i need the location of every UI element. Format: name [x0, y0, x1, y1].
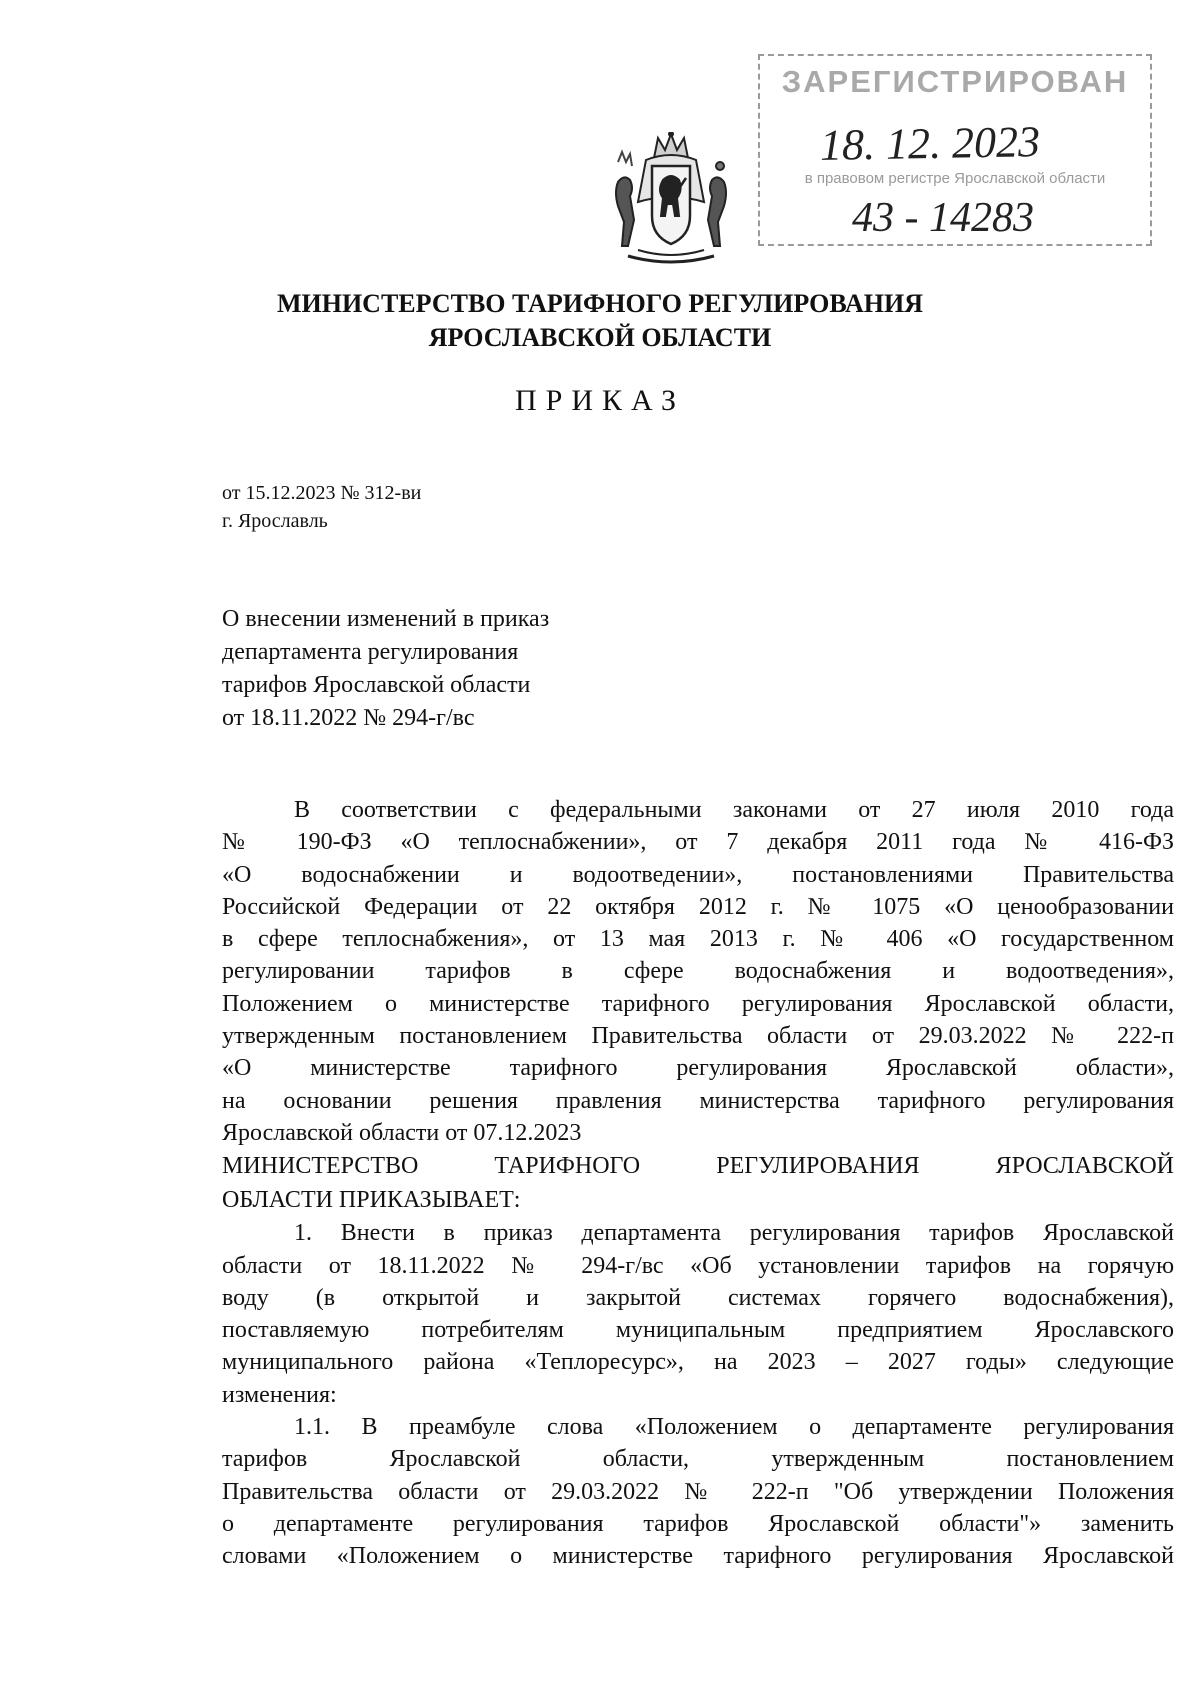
document-subject	[222, 603, 549, 735]
item1-line: воду (в открытой и закрытой системах горячего водоснабжения),	[222, 1284, 1174, 1311]
item1-1-line: тарифов Ярославской области, утвержденным постановлением	[222, 1446, 1174, 1473]
preamble-line: Положением о министерстве тарифного регулирования Ярославской области,	[222, 990, 1174, 1017]
order-clause-line: МИНИСТЕРСТВО ТАРИФНОГО РЕГУЛИРОВАНИЯ ЯРОСЛАВСКОЙ	[222, 1153, 1174, 1180]
preamble-line: регулировании тарифов в сфере водоснабжения и водоотведения»,	[222, 958, 1174, 985]
registration-stamp	[758, 54, 1152, 246]
stamp-date: 18. 12. 2023	[819, 117, 1041, 170]
stamp-title: ЗАРЕГИСТРИРОВАН	[781, 64, 1129, 99]
preamble-line: «О министерстве тарифного регулирования Ярославской области»,	[222, 1055, 1174, 1082]
item1-line: области от 18.11.2022 № 294-г/вс «Об установлении тарифов на горячую	[222, 1252, 1174, 1279]
item1-1-line: Правительства области от 29.03.2022 № 222-п "Об утверждении Положения	[222, 1478, 1174, 1505]
subject-line: тарифов Ярославской области	[222, 672, 531, 698]
preamble-line: утвержденным постановлением Правительства области от 29.03.2022 № 222-п	[222, 1023, 1174, 1050]
item1-1-line: 1.1. В преамбуле слова «Положением о департаменте регулирования	[294, 1414, 1174, 1441]
order-clause-line: ОБЛАСТИ ПРИКАЗЫВАЕТ:	[222, 1187, 521, 1214]
item1-line: муниципального района «Теплоресурс», на 2023 – 2027 годы» следующие	[222, 1349, 1174, 1376]
subject-line: департамента регулирования	[222, 639, 519, 665]
stamp-subtitle: в правовом регистре Ярославской области	[804, 170, 1106, 187]
item1-1-line: словами «Положением о министерстве тарифного регулирования Ярославской	[222, 1543, 1174, 1570]
item1-line: 1. Внести в приказ департамента регулирования тарифов Ярославской	[294, 1220, 1174, 1247]
item1-line: изменения:	[222, 1381, 337, 1408]
ministry-name-line2: ЯРОСЛАВСКОЙ ОБЛАСТИ	[428, 323, 772, 352]
document-type-title: ПРИКАЗ	[515, 384, 685, 417]
ministry-name-line1: МИНИСТЕРСТВО ТАРИФНОГО РЕГУЛИРОВАНИЯ	[276, 289, 924, 318]
subject-line: от 18.11.2022 № 294-г/вс	[222, 705, 475, 731]
preamble-line: в сфере теплоснабжения», от 13 мая 2013 г. № 406 «О государственном	[222, 926, 1174, 953]
item1-1-line: о департаменте регулирования тарифов Ярославской области"» заменить	[222, 1510, 1174, 1537]
preamble-line: Российской Федерации от 22 октября 2012 г. № 1075 «О ценообразовании	[222, 893, 1174, 920]
coat-of-arms-emblem	[608, 132, 734, 268]
item1-line: поставляемую потребителям муниципальным предприятием Ярославского	[222, 1317, 1174, 1344]
preamble-line: на основании решения правления министерства тарифного регулирования	[222, 1087, 1174, 1114]
preamble-line: Ярославской области от 07.12.2023	[222, 1119, 582, 1146]
document-date-number: от 15.12.2023 № 312-ви	[222, 482, 422, 504]
preamble-line: В соответствии с федеральными законами от 27 июля 2010 года	[294, 797, 1174, 823]
subject-line: О внесении изменений в приказ	[222, 606, 550, 632]
preamble-line: «О водоснабжении и водоотведении», постановлениями Правительства	[222, 861, 1174, 888]
document-city: г. Ярославль	[222, 510, 328, 532]
preamble-line: № 190-ФЗ «О теплоснабжении», от 7 декабря 2011 года № 416-ФЗ	[222, 829, 1174, 856]
document-body	[222, 794, 1174, 1573]
stamp-number: 43 - 14283	[852, 195, 1034, 241]
